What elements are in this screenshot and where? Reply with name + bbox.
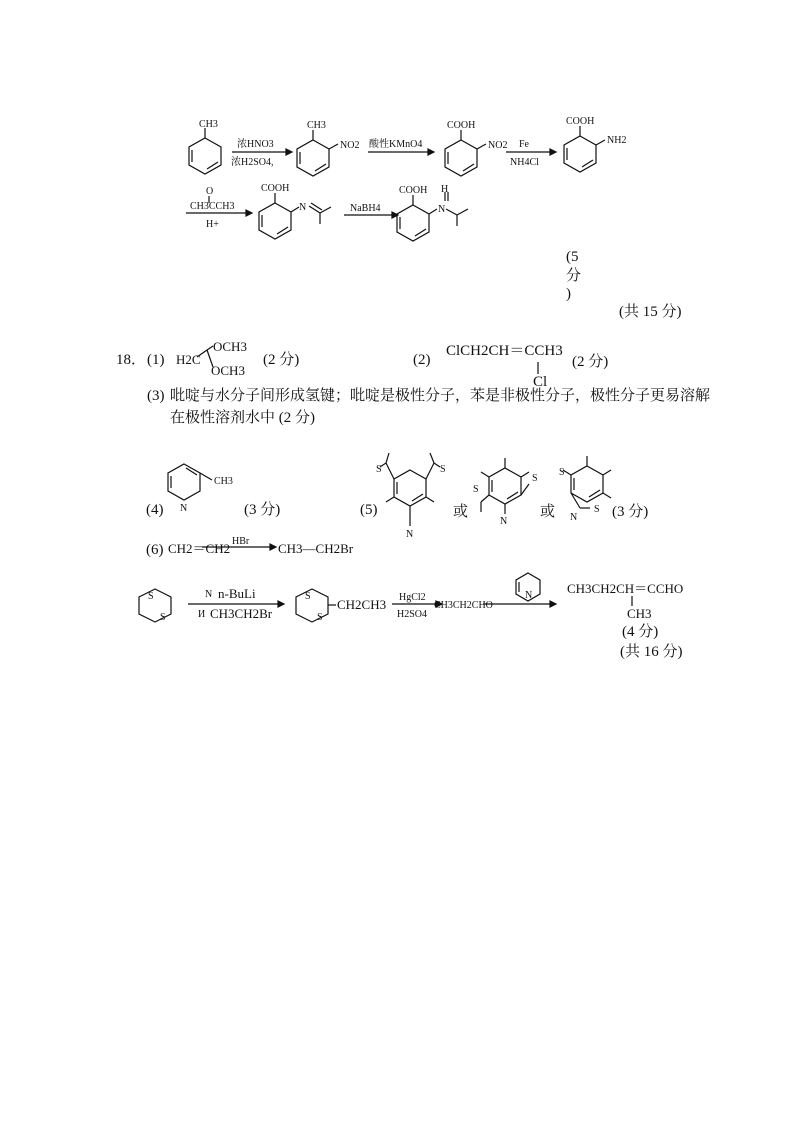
structure3-s-left: S xyxy=(559,467,565,478)
imine-ring xyxy=(259,193,331,239)
methylpyridine-structure xyxy=(168,464,212,500)
toluene-ch3: CH3 xyxy=(199,119,218,130)
acetal-och3-top: OCH3 xyxy=(213,339,247,354)
p5-h: H xyxy=(441,184,449,195)
dithiane-ring-reactant xyxy=(139,589,171,622)
reagent-nbuli: n-BuLi xyxy=(218,586,256,601)
acetal-h2c: H2C xyxy=(176,352,201,367)
p2-no2: NO2 xyxy=(488,140,508,151)
q18-part6-score: (4 分) xyxy=(622,624,659,640)
intermediate-ethyl: CH2CH3 xyxy=(337,597,387,612)
q18-part6-label: (6) xyxy=(146,542,164,558)
q18-part5-label: (5) xyxy=(360,502,378,518)
structure2-s-left: S xyxy=(473,484,479,495)
amine-ring xyxy=(397,192,468,241)
step2-reagent: 酸性KMnO4 xyxy=(369,139,423,150)
reagent-hgcl2: HgCl2 xyxy=(399,592,426,603)
step5-reagent: NaBH4 xyxy=(350,203,381,214)
dithiane2-s-top: S xyxy=(305,591,311,602)
structure1-s-right: S xyxy=(440,464,446,475)
p4-n: N xyxy=(299,202,307,213)
q18-number: 18． xyxy=(116,352,147,368)
eq1-right: CH3—CH2Br xyxy=(278,541,354,556)
q18-total-score: (共 16 分) xyxy=(620,644,683,660)
q18-part5-or1: 或 xyxy=(453,504,469,520)
score-line-1: (5 xyxy=(566,249,579,265)
step1-reagent-top: 浓HNO3 xyxy=(237,139,274,150)
step4-reagent-o: O xyxy=(206,186,214,197)
nitrotoluene-ring xyxy=(297,130,338,176)
q18-part4-score: (3 分) xyxy=(244,502,281,518)
dithioketone-structure-2 xyxy=(481,458,529,514)
score-line-2: 分 xyxy=(566,268,582,284)
structure1-n: N xyxy=(406,529,414,540)
p5-n: N xyxy=(438,204,446,215)
q18-part5-or2: 或 xyxy=(540,504,556,520)
p3-cooh: COOH xyxy=(566,116,595,127)
top-total-score: (共 15 分) xyxy=(619,304,682,320)
part2-formula-cl: Cl xyxy=(533,374,548,390)
q18-part3-label: (3) xyxy=(147,388,165,404)
reagent-ethyl-bromide: CH3CH2Br xyxy=(210,606,273,621)
pyridine-catalyst-n: N xyxy=(525,590,533,601)
dithioketone-structure-1 xyxy=(380,453,440,526)
p1-no2: NO2 xyxy=(340,140,360,151)
dithiane-s-top: S xyxy=(148,591,154,602)
product-ch3: CH3 xyxy=(627,606,652,621)
dithiane-s-bottom: S xyxy=(160,612,166,623)
q18-part3-line1: 吡啶与水分子间形成氢键；吡啶是极性分子，苯是非极性分子，极性分子更易溶解 xyxy=(170,388,711,404)
structure1-s-left: S xyxy=(376,464,382,475)
p5-cooh: COOH xyxy=(399,185,428,196)
dithiane2-s-bottom: S xyxy=(317,612,323,623)
q18-part2-score: (2 分) xyxy=(572,354,609,370)
eq1-reagent: HBr xyxy=(232,536,250,547)
part2-formula-main: ClCH2CH＝CCH3 xyxy=(446,343,563,359)
step1-reagent-bottom: 浓H2SO4, xyxy=(231,157,274,168)
pyridine-n: N xyxy=(180,503,188,514)
q18-part5-score: (3 分) xyxy=(612,504,649,520)
p1-ch3: CH3 xyxy=(307,120,326,131)
reagent-mark-bottom: И xyxy=(198,609,206,620)
pyridine-ch3: CH3 xyxy=(214,476,233,487)
dithioketone-structure-3 xyxy=(563,456,611,508)
p2-cooh: COOH xyxy=(447,120,476,131)
q18-part1-label: (1) xyxy=(147,352,165,368)
product-main: CH3CH2CH＝CCHO xyxy=(567,581,684,596)
intermediate-propanal: CH3CH2CHO xyxy=(434,600,493,611)
aminobenzoic-acid-ring xyxy=(564,126,605,172)
p3-nh2: NH2 xyxy=(607,135,627,146)
structure3-n: N xyxy=(570,512,578,523)
reagent-h2so4: H2SO4 xyxy=(397,609,428,620)
step3-reagent-bottom: NH4Cl xyxy=(510,157,539,168)
p4-cooh: COOH xyxy=(261,183,290,194)
q18-part3-line2: 在极性溶剂水中 (2 分) xyxy=(170,410,315,426)
nitrobenzoic-acid-ring xyxy=(445,130,486,176)
eq1-left: CH2＝CH2 xyxy=(168,541,231,556)
step4-reagent-top: CH3CCH3 xyxy=(190,201,235,212)
step3-reagent-top: Fe xyxy=(519,139,529,150)
structure2-n: N xyxy=(500,516,508,527)
dithiane-ring-ethyl xyxy=(296,589,336,622)
score-line-3: ) xyxy=(566,286,571,302)
q18-part1-score: (2 分) xyxy=(263,352,300,368)
toluene-ring xyxy=(189,128,221,174)
step4-reagent-bottom: H+ xyxy=(206,219,219,230)
reagent-mark-top: N xyxy=(205,589,213,600)
structure2-s-right: S xyxy=(532,473,538,484)
q18-part2-label: (2) xyxy=(413,352,431,368)
q18-part4-label: (4) xyxy=(146,502,164,518)
acetal-och3-bottom: OCH3 xyxy=(211,363,245,378)
structure3-s-right: S xyxy=(594,504,600,515)
